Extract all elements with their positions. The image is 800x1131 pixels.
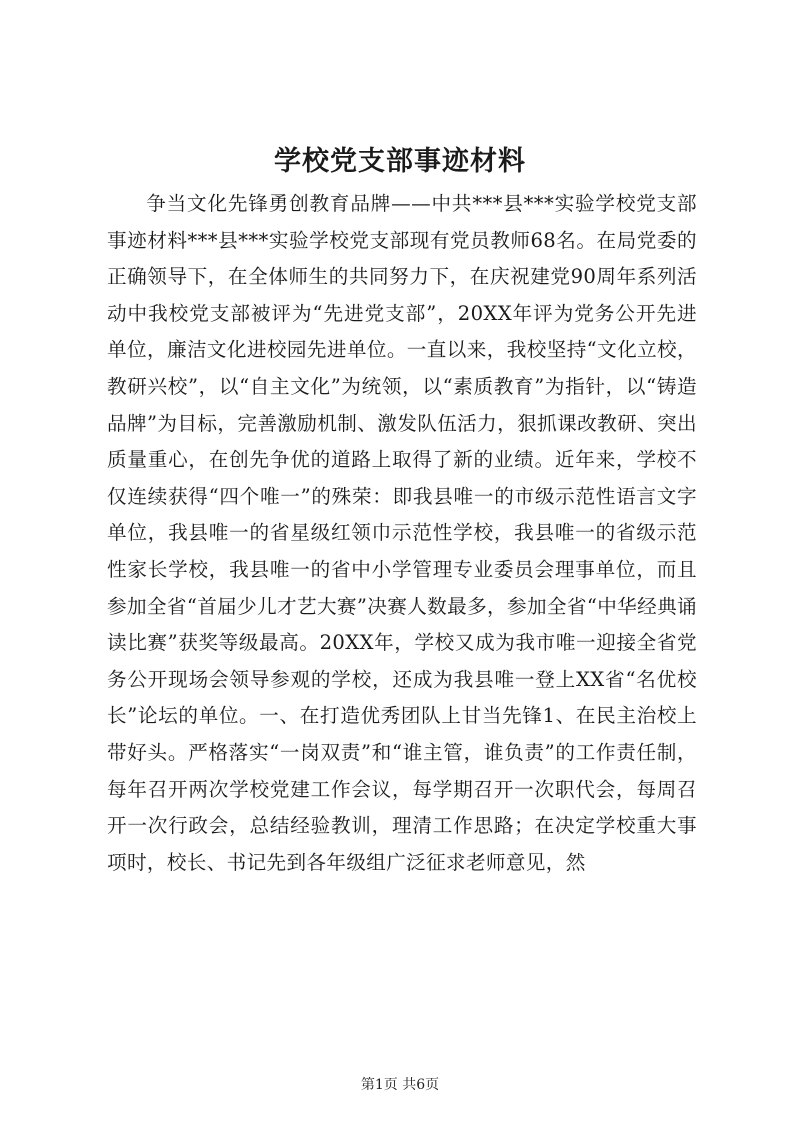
document-body-paragraph: 争当文化先锋勇创教育品牌——中共***县***实验学校党支部事迹材料***县***实验学校党支部现有党员教师68名。在局党委的正确领导下，在全体师生的共同努力下，在庆祝建党90周年系列活动中我校党支部被评为“先进党支部”，20XX年评为党务公开先进单位，廉洁文化进校园先进单位。一直以来，我校坚持“文化立校，教研兴校”，以“自主文化”为统领，以“素质教育”为指针，以“铸造品牌”为目标，完善激励机制、激发队伍活力，狠抓课改教研、突出质量重心，在创先争优的道路上取得了新的业绩。近年来，学校不仅连续获得“四个唯一”的殊荣：即我县唯一的市级示范性语言文字单位，我县唯一的省星级红领巾示范性学校，我县唯一的省级示范性家长学校，我县唯一的省中小学管理专业委员会理事单位，而且参加全省“首届少儿才艺大赛”决赛人数最多，参加全省“中华经典诵读比赛”获奖等级最高。20XX年，学校又成为我市唯一迎接全省党务公开现场会领导参观的学校，还成为我县唯一登上XX省“名优校长”论坛的单位。一、在打造优秀团队上甘当先锋1、在民主治校上带好头。严格落实“一岗双责”和“谁主管，谁负责”的工作责任制，每年召开两次学校党建工作会议，每学期召开一次职代会，每周召开一次行政会，总结经验教训，理清工作思路；在决定学校重大事项时，校长、书记先到各年级组广泛征求老师意见，然	[107, 192, 697, 874]
document-title: 学校党支部事迹材料	[274, 146, 526, 177]
page-number-footer: 第1页 共6页	[360, 1077, 440, 1093]
